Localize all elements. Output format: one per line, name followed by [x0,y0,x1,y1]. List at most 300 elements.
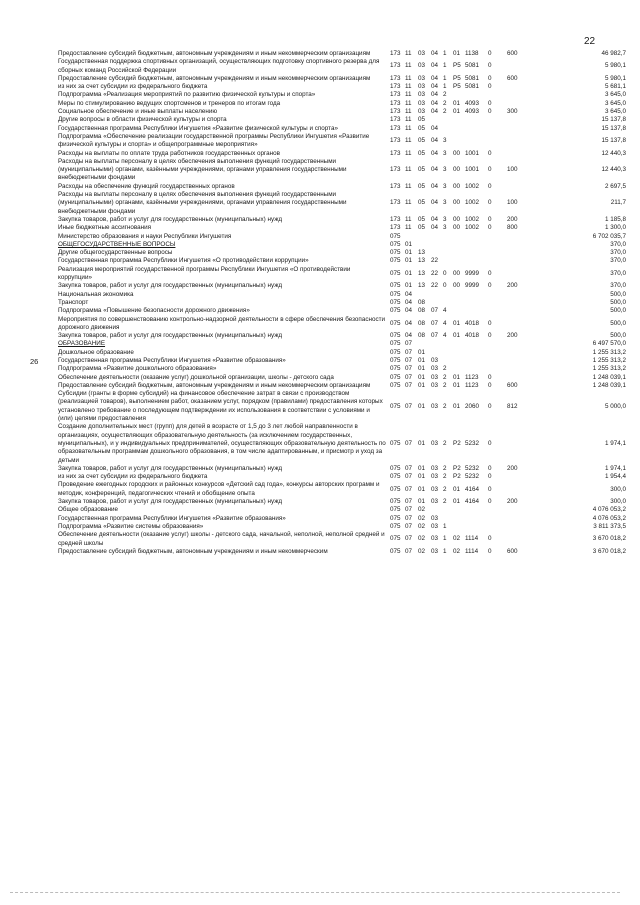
code-cell-c2: 01 [405,240,413,248]
amount-cell: 500,0 [610,290,626,298]
code-cell-c6: P2 [453,439,461,447]
table-row [58,382,630,390]
amount-cell: 3 670 018,2 [592,547,626,555]
code-cell-c8: 0 [488,402,492,410]
code-cell-c2: 11 [405,166,412,174]
code-cell-c4: 04 [431,182,439,190]
amount-cell: 15 137,8 [601,124,626,132]
row-name: ОБРАЗОВАНИЕ [58,340,106,348]
code-cell-c3: 03 [418,83,426,91]
code-cell-c9: 300 [507,108,518,116]
code-cell-c7: 1138 [465,50,479,57]
amount-cell: 1 974,1 [604,439,626,447]
code-cell-c4: 22 [431,269,439,277]
row-name: Закупка товаров, работ и услуг для государственных (муниципальных) нужд [58,464,283,472]
code-cell-c8: 0 [488,498,492,506]
row-name: Подпрограмма «Повышение безопасности дорожного движения» [58,307,250,315]
code-cell-c4: 04 [431,149,439,157]
table-row [58,291,630,299]
code-cell-c8: 0 [488,485,492,493]
table-row [58,100,630,108]
code-cell-c3: 13 [418,257,426,265]
code-cell-c9: 200 [507,464,518,472]
code-cell-c3: 01 [418,485,426,493]
code-cell-c2: 07 [405,356,413,364]
code-cell-c6: 01 [453,485,461,493]
code-cell-c5: 1 [443,535,447,543]
amount-cell: 4 076 053,2 [592,506,626,514]
table-row [58,316,630,333]
table-row [58,498,630,506]
page-number: 22 [584,36,596,47]
row-name: Закупка товаров, работ и услуг для государственных (муниципальных) нужд [58,282,283,290]
code-cell-c5: 4 [443,307,447,315]
amount-cell: 1 248 039,1 [592,381,626,389]
code-cell-c2: 07 [405,464,413,472]
code-cell-c2: 11 [405,83,412,91]
code-cell-c4: 03 [431,547,439,555]
code-cell-c2: 07 [405,402,413,410]
table-row [58,481,630,498]
margin-note: 26 [30,357,39,366]
code-cell-c6: P5 [453,83,461,91]
amount-cell: 500,0 [610,298,626,306]
code-cell-c3: 03 [418,108,426,116]
code-cell-c5: 3 [443,166,447,174]
code-cell-c1: 075 [390,290,401,298]
code-cell-c2: 11 [405,91,412,99]
amount-cell: 3 811 373,5 [593,522,626,530]
row-name: Реализация мероприятий государственной программы Республики Ингушетия «О противодействии коррупции» [58,265,351,282]
code-cell-c7: 9999 [465,269,480,277]
code-cell-c2: 04 [405,307,413,315]
code-cell-c6: 01 [453,381,461,389]
table-row [58,515,630,523]
code-cell-c7: 4093 [465,108,480,116]
code-cell-c5: 2 [443,373,447,381]
code-cell-c5: 1 [443,522,447,530]
amount-cell: 5 681,1 [604,83,626,91]
code-cell-c6: 01 [453,319,461,327]
code-cell-c5: 3 [443,199,447,207]
code-cell-c5: 2 [443,473,447,481]
code-cell-c8: 0 [488,74,492,82]
budget-table [58,50,630,556]
row-name: Подпрограмма «Обеспечение реализации государственной программы Республики Ингушетия «Развитие физической культуры и спорта» и общепрограммные мероприятия» [58,132,370,149]
code-cell-c3: 02 [418,535,426,543]
code-cell-c8: 0 [488,99,492,107]
code-cell-c1: 075 [390,340,401,348]
code-cell-c9: 812 [507,402,518,410]
code-cell-c4: 22 [431,282,439,290]
code-cell-c7: 1114 [465,535,479,543]
code-cell-c9: 600 [507,381,518,389]
code-cell-c1: 075 [390,522,401,530]
code-cell-c7: 1002 [465,199,480,207]
code-cell-c8: 0 [488,149,492,157]
table-row [58,423,630,464]
table-row [58,75,630,83]
code-cell-c7: 1123 [465,373,479,381]
row-name: из них за счет субсидии из федерального бюджета [58,83,208,91]
code-cell-c8: 0 [488,224,492,232]
code-cell-c2: 07 [405,348,413,356]
code-cell-c7: 1114 [465,547,479,555]
code-cell-c5: 3 [443,137,447,145]
row-name: Предоставление субсидий бюджетным, автономным учреждениям и иным некоммерческим [58,547,328,555]
code-cell-c2: 11 [405,215,412,223]
code-cell-c4: 03 [431,522,439,530]
code-cell-c9: 100 [507,166,518,174]
code-cell-c5: 2 [443,402,447,410]
row-name: Государственная программа Республики Ингушетия «Развитие образования» [58,356,286,364]
code-cell-c4: 04 [431,50,439,57]
code-cell-c6: 01 [453,50,461,57]
code-cell-c1: 075 [390,439,401,447]
code-cell-c6: 00 [453,166,461,174]
code-cell-c4: 03 [431,402,439,410]
code-cell-c8: 0 [488,439,492,447]
code-cell-c3: 05 [418,166,426,174]
table-row [58,150,630,158]
code-cell-c1: 075 [390,348,401,356]
code-cell-c1: 075 [390,249,401,257]
code-cell-c1: 075 [390,269,401,277]
code-cell-c3: 01 [418,381,426,389]
code-cell-c1: 075 [390,535,401,543]
code-cell-c3: 05 [418,215,426,223]
table-row [58,340,630,348]
code-cell-c2: 11 [405,50,412,57]
code-cell-c1: 173 [390,91,401,99]
code-cell-c4: 03 [431,439,439,447]
amount-cell: 3 645,0 [604,99,626,107]
code-cell-c1: 173 [390,182,401,190]
code-cell-c2: 11 [405,74,412,82]
code-cell-c5: 3 [443,149,447,157]
row-name: Дошкольное образование [58,348,134,356]
code-cell-c5: 2 [443,498,447,506]
code-cell-c5: 0 [443,282,447,290]
code-cell-c3: 08 [418,298,426,306]
code-cell-c5: 2 [443,381,447,389]
code-cell-c3: 13 [418,269,426,277]
code-cell-c3: 02 [418,522,426,530]
code-cell-c6: 02 [453,535,461,543]
amount-cell: 15 137,8 [601,137,626,145]
code-cell-c7: 5232 [465,439,480,447]
code-cell-c6: 00 [453,224,461,232]
amount-cell: 300,0 [610,498,626,506]
code-cell-c5: 0 [443,269,447,277]
code-cell-c4: 07 [431,319,439,327]
table-row [58,374,630,382]
code-cell-c4: 03 [431,464,439,472]
code-cell-c2: 11 [405,182,412,190]
row-name: Обеспечение деятельности (оказание услуг) школы - детского сада, начальной, неполной, неполной средней и средней школы [58,531,385,547]
code-cell-c1: 173 [390,108,401,116]
code-cell-c3: 01 [418,348,426,356]
code-cell-c1: 075 [390,373,401,381]
amount-cell: 1 248 039,1 [592,373,626,381]
row-name: Проведение ежегодных городских и районных конкурсов «Детский сад года», конкурсы авторских программ и методик, конференций, педагогических чтений и обобщение опыта [58,481,380,497]
code-cell-c4: 22 [431,257,439,265]
amount-cell: 1 255 313,2 [592,356,626,364]
code-cell-c2: 07 [405,485,413,493]
code-cell-c2: 04 [405,319,413,327]
code-cell-c7: 9999 [465,282,480,290]
table-row [58,365,630,373]
code-cell-c4: 04 [431,199,439,207]
code-cell-c2: 01 [405,269,413,277]
code-cell-c1: 173 [390,224,401,232]
code-cell-c4: 04 [431,166,439,174]
code-cell-c1: 173 [390,166,401,174]
code-cell-c4: 04 [431,124,439,132]
amount-cell: 1 300,0 [604,224,626,232]
code-cell-c4: 04 [431,108,439,116]
table-row [58,465,630,473]
code-cell-c7: 1123 [465,381,479,389]
row-name: ОБЩЕГОСУДАРСТВЕННЫЕ ВОПРОСЫ [58,240,176,248]
row-name: Другие общегосударственные вопросы [58,249,173,257]
amount-cell: 46 982,7 [601,50,626,57]
code-cell-c5: 3 [443,215,447,223]
amount-cell: 12 440,3 [601,166,626,174]
code-cell-c1: 173 [390,99,401,107]
code-cell-c2: 07 [405,373,413,381]
code-cell-c7: 1001 [465,149,480,157]
table-row [58,125,630,133]
amount-cell: 500,0 [610,319,626,327]
code-cell-c8: 0 [488,473,492,481]
amount-cell: 6 497 570,0 [592,340,626,348]
code-cell-c8: 0 [488,50,492,57]
code-cell-c5: 3 [443,182,447,190]
code-cell-c5: 2 [443,99,447,107]
code-cell-c1: 173 [390,50,401,57]
code-cell-c3: 13 [418,249,426,257]
code-cell-c8: 0 [488,199,492,207]
amount-cell: 3 670 018,2 [592,535,626,543]
amount-cell: 5 000,0 [604,402,626,410]
code-cell-c3: 01 [418,373,426,381]
code-cell-c7: 2060 [465,402,480,410]
code-cell-c6: 01 [453,373,461,381]
code-cell-c1: 075 [390,298,401,306]
code-cell-c5: 2 [443,91,447,99]
code-cell-c2: 07 [405,506,413,514]
code-cell-c1: 173 [390,83,401,91]
code-cell-c7: 4018 [465,332,480,340]
code-cell-c4: 04 [431,62,439,70]
row-name: Закупка товаров, работ и услуг для государственных (муниципальных) нужд [58,215,283,223]
amount-cell: 12 440,3 [601,149,626,157]
row-name: Расходы на выплаты по оплате труда работников государственных органов [58,149,280,157]
table-row [58,299,630,307]
code-cell-c3: 05 [418,199,426,207]
row-name: Социальное обеспечение и иные выплаты населению [58,108,218,116]
code-cell-c2: 07 [405,365,413,373]
table-row [58,224,630,232]
code-cell-c1: 075 [390,257,401,265]
amount-cell: 500,0 [610,332,626,340]
row-name: Предоставление субсидий бюджетным, автономным учреждениям и иным некоммерческим организациям [58,50,371,57]
code-cell-c8: 0 [488,319,492,327]
code-cell-c1: 173 [390,199,401,207]
code-cell-c2: 01 [405,257,413,265]
code-cell-c3: 05 [418,182,426,190]
table-row [58,91,630,99]
code-cell-c2: 07 [405,514,413,522]
row-name: Государственная программа Республики Ингушетия «Развитие образования» [58,514,286,522]
code-cell-c7: 1002 [465,215,480,223]
code-cell-c6: 00 [453,182,461,190]
code-cell-c1: 075 [390,232,401,240]
code-cell-c3: 02 [418,547,426,555]
table-row [58,133,630,150]
code-cell-c5: 2 [443,439,447,447]
code-cell-c6: 00 [453,199,461,207]
code-cell-c1: 075 [390,485,401,493]
code-cell-c1: 075 [390,381,401,389]
code-cell-c2: 04 [405,332,413,340]
code-cell-c3: 02 [418,506,426,514]
code-cell-c6: 01 [453,402,461,410]
row-name: Подпрограмма «Реализация мероприятий по развитию физической культуры и спорта» [58,91,316,99]
code-cell-c4: 03 [431,535,439,543]
table-row [58,282,630,290]
row-name: Иные бюджетные ассигнования [58,224,152,232]
amount-cell: 5 980,1 [604,74,626,82]
code-cell-c5: 3 [443,224,447,232]
code-cell-c4: 04 [431,91,439,99]
code-cell-c1: 173 [390,124,401,132]
amount-cell: 300,0 [610,485,626,493]
code-cell-c4: 04 [431,215,439,223]
code-cell-c7: 5081 [465,83,480,91]
code-cell-c4: 04 [431,137,439,145]
row-name: Подпрограмма «Развитие дошкольного образования» [58,365,217,373]
code-cell-c7: 1002 [465,182,480,190]
code-cell-c2: 11 [405,149,412,157]
code-cell-c7: 5232 [465,473,480,481]
code-cell-c2: 07 [405,340,413,348]
amount-cell: 1 185,8 [604,215,626,223]
code-cell-c9: 600 [507,547,518,555]
amount-cell: 370,0 [610,257,626,265]
amount-cell: 211,7 [610,199,626,207]
code-cell-c3: 02 [418,514,426,522]
row-name: Мероприятия по совершенствованию контрольно-надзорной деятельности в сфере обеспечения безопасности дорожного движения [58,315,386,331]
code-cell-c3: 03 [418,50,426,57]
amount-cell: 500,0 [610,307,626,315]
code-cell-c3: 05 [418,137,426,145]
code-cell-c2: 07 [405,535,413,543]
code-cell-c1: 075 [390,356,401,364]
amount-cell: 370,0 [610,269,626,277]
code-cell-c8: 0 [488,547,492,555]
code-cell-c6: 01 [453,332,461,340]
code-cell-c9: 100 [507,199,518,207]
row-name: Государственная программа Республики Ингушетия «О противодействии коррупции» [58,257,309,265]
code-cell-c7: 5081 [465,62,480,70]
code-cell-c5: 1 [443,547,447,555]
code-cell-c3: 05 [418,116,426,124]
row-name: Меры по стимулированию ведущих спортсменов и тренеров по итогам года [58,99,281,107]
code-cell-c2: 07 [405,498,413,506]
code-cell-c1: 173 [390,215,401,223]
code-cell-c5: 2 [443,485,447,493]
code-cell-c2: 04 [405,290,413,298]
code-cell-c5: 4 [443,332,447,340]
code-cell-c7: 4164 [465,485,480,493]
code-cell-c9: 200 [507,215,518,223]
code-cell-c4: 03 [431,365,439,373]
code-cell-c1: 075 [390,282,401,290]
table-row [58,241,630,249]
code-cell-c1: 075 [390,307,401,315]
code-cell-c7: 5232 [465,464,480,472]
code-cell-c3: 13 [418,282,426,290]
code-cell-c3: 08 [418,319,426,327]
amount-cell: 2 697,5 [604,182,626,190]
code-cell-c1: 075 [390,464,401,472]
table-row [58,548,630,556]
code-cell-c4: 03 [431,485,439,493]
code-cell-c2: 01 [405,282,413,290]
table-row [58,191,630,216]
amount-cell: 370,0 [610,240,626,248]
code-cell-c6: 00 [453,282,461,290]
table-row [58,531,630,548]
code-cell-c6: 02 [453,547,461,555]
amount-cell: 15 137,8 [601,116,626,124]
code-cell-c4: 07 [431,307,439,315]
amount-cell: 1 954,4 [604,473,626,481]
code-cell-c8: 0 [488,108,492,116]
row-name: Закупка товаров, работ и услуг для государственных (муниципальных) нужд [58,332,283,340]
code-cell-c9: 600 [507,50,518,57]
row-name: Создание дополнительных мест (групп) для детей в возрасте от 1,5 до 3 лет любой направленности в организациях, осуществляющих образовательную деятельность (за исключением государственных, муниципальных), и у индивидуальных предпринимателей, осуществляющих образовательную деятельность по образовательным программам дошкольного образования, в том числе адаптированным, и присмотр и уход за детьми [58,423,386,464]
code-cell-c2: 11 [405,99,412,107]
code-cell-c6: 00 [453,269,461,277]
code-cell-c5: 2 [443,365,447,373]
row-name: Расходы на обеспечение функций государственных органов [58,182,235,190]
row-name: Субсидии (гранты в форме субсидий) на финансовое обеспечение затрат в связи с производством (реализацией товаров), выполнением работ, оказанием услуг, порядком (правилами) предоставления которых установлено требование о последующем подтверждении их использования в соответствии с условиями и (или) целями предоставления [58,390,383,423]
code-cell-c1: 173 [390,137,401,145]
code-cell-c3: 01 [418,498,426,506]
amount-cell: 3 645,0 [604,91,626,99]
table-row [58,116,630,124]
row-name: Государственная программа Республики Ингушетия «Развитие физической культуры и спорта» [58,124,338,132]
code-cell-c2: 07 [405,381,413,389]
code-cell-c4: 03 [431,514,439,522]
amount-cell: 370,0 [610,249,626,257]
code-cell-c3: 05 [418,124,426,132]
code-cell-c3: 01 [418,473,426,481]
code-cell-c8: 0 [488,535,492,543]
row-name: Расходы на выплаты персоналу в целях обеспечения выполнения функций государственными (муниципальными) органами, казёнными учреждениями, органами управления государственными внебюджетными фондами [58,191,347,215]
amount-cell: 1 255 313,2 [592,348,626,356]
code-cell-c1: 075 [390,506,401,514]
code-cell-c8: 0 [488,282,492,290]
code-cell-c8: 0 [488,332,492,340]
table-row [58,158,630,183]
code-cell-c5: 2 [443,108,447,116]
code-cell-c3: 08 [418,307,426,315]
code-cell-c6: P2 [453,464,461,472]
